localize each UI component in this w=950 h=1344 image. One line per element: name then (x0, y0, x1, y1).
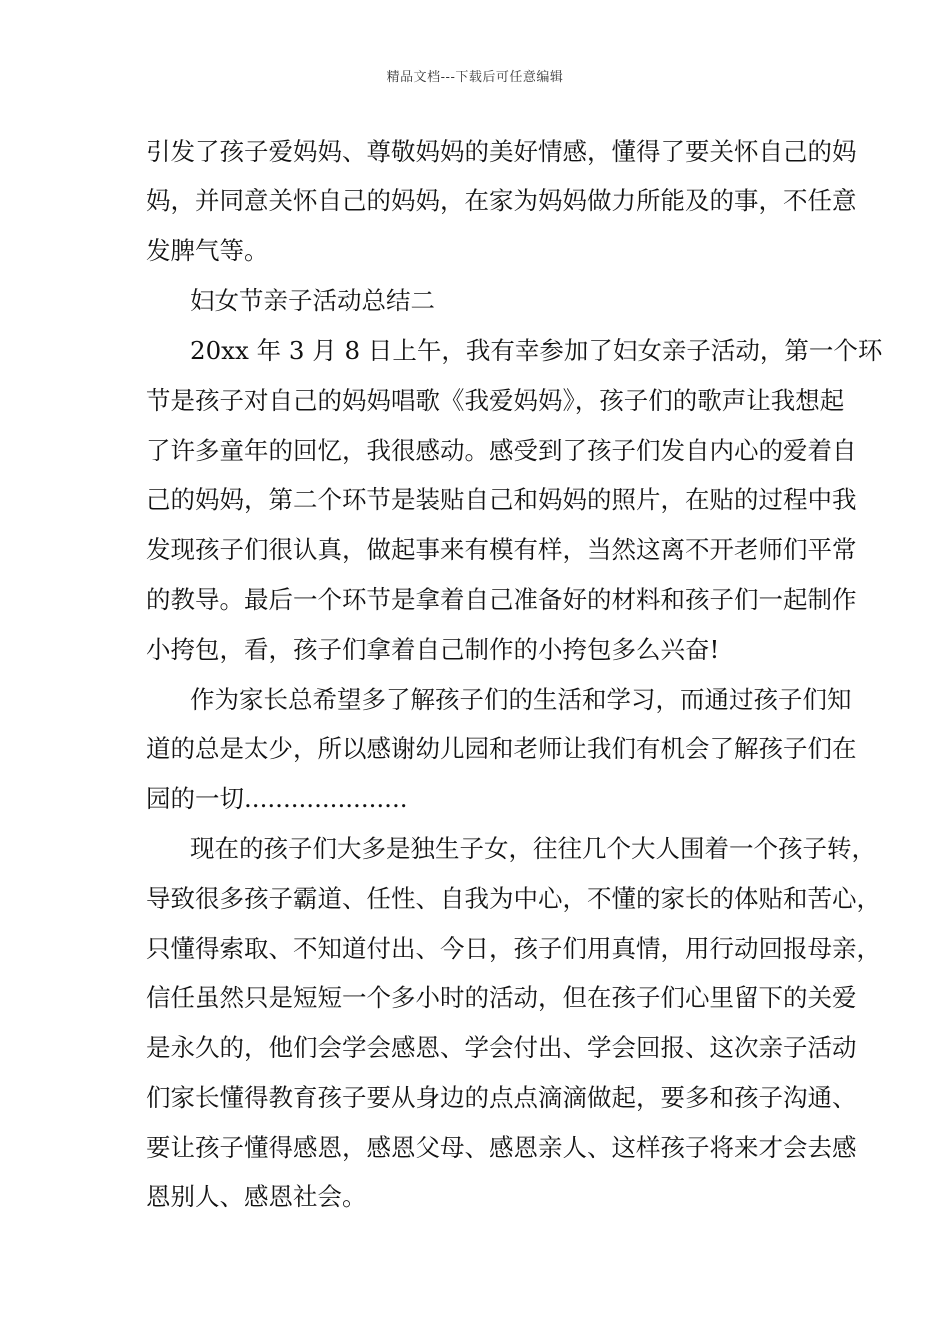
body-line: 道的总是太少，所以感谢幼儿园和老师让我们有机会了解孩子们在 (146, 734, 857, 763)
body-line: 了许多童年的回忆，我很感动。感受到了孩子们发自内心的爱着自 (146, 436, 857, 465)
body-line: 小挎包，看，孩子们拿着自己制作的小挎包多么兴奋! (146, 635, 720, 664)
body-line: 节是孩子对自己的妈妈唱歌《我爱妈妈》，孩子们的歌声让我想起 (146, 386, 845, 415)
body-line: 妈，并同意关怀自己的妈妈，在家为妈妈做力所能及的事，不任意 (146, 186, 857, 215)
body-line: 作为家长总希望多了解孩子们的生活和学习，而通过孩子们知 (190, 685, 852, 714)
body-line: 20xx 年 3 月 8 日上午，我有幸参加了妇女亲子活动，第一个环 (190, 336, 883, 365)
body-line: 发脾气等。 (146, 236, 269, 265)
section-heading: 妇女节亲子活动总结二 (190, 286, 435, 315)
body-line: 信任虽然只是短短一个多小时的活动，但在孩子们心里留下的关爱 (146, 983, 857, 1012)
body-line: 导致很多孩子霸道、任性、自我为中心，不懂的家长的体贴和苦心， (146, 884, 881, 913)
body-line: 只懂得索取、不知道付出、今日，孩子们用真情，用行动回报母亲， (146, 934, 881, 963)
body-line: 发现孩子们很认真，做起事来有模有样，当然这离不开老师们平常 (146, 535, 857, 564)
body-line: 引发了孩子爱妈妈、尊敬妈妈的美好情感，懂得了要关怀自己的妈 (146, 137, 857, 166)
body-line: 的教导。最后一个环节是拿着自己准备好的材料和孩子们一起制作 (146, 585, 857, 614)
body-line: 现在的孩子们大多是独生子女，往往几个大人围着一个孩子转， (190, 834, 876, 863)
body-line: 要让孩子懂得感恩，感恩父母、感恩亲人、这样孩子将来才会去感 (146, 1133, 857, 1162)
page-header: 精品文档---下载后可任意编辑 (386, 70, 564, 85)
body-line: 恩别人、感恩社会。 (146, 1182, 367, 1211)
body-line: 己的妈妈，第二个环节是装贴自己和妈妈的照片，在贴的过程中我 (146, 485, 857, 514)
body-line: 们家长懂得教育孩子要从身边的点点滴滴做起，要多和孩子沟通、 (146, 1083, 857, 1112)
body-line: 是永久的，他们会学会感恩、学会付出、学会回报、这次亲子活动 (146, 1033, 857, 1062)
body-line: 园的一切..................... (146, 784, 408, 813)
